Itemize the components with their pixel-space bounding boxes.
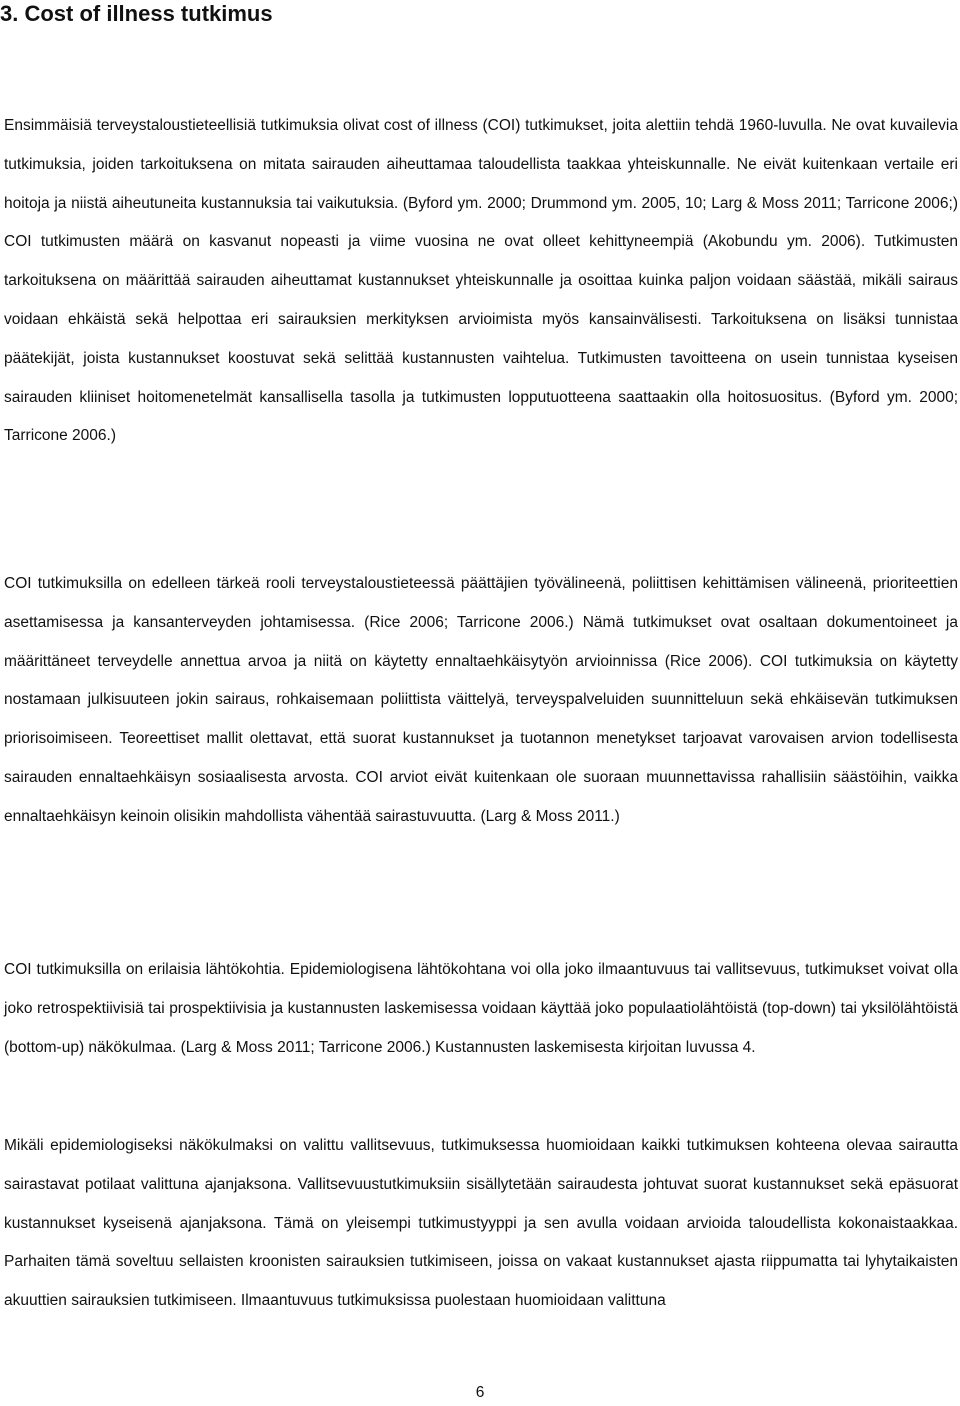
paragraph-coi-approaches: COI tutkimuksilla on erilaisia lähtökohtia. Epidemiologisena lähtökohtana voi olla joko ilmaantuvuus tai vallitsevuus, tutkimukset voivat olla joko retrospektiivisiä tai prospektiivisia ja kustannusten laskemisessa voidaan käyttää joko populaatiolähtöistä (top-down) tai yksilölähtöistä (bottom-up) näkökulmaa. (Larg & Moss 2011; Tarricone 2006.) Kustannusten laskemisesta kirjoitan luvussa 4.: [4, 961, 958, 1056]
paragraph-coi-introduction: Ensimmäisiä terveystaloustieteellisiä tutkimuksia olivat cost of illness (COI) tutkimukset, joita alettiin tehdä 1960-luvulla. Ne ovat kuvailevia tutkimuksia, joiden tarkoituksena on mitata sairauden aiheuttamaa taloudellista taakkaa yhteiskunnalle. Ne eivät kuitenkaan vertaile eri hoitoja ja niistä aiheutuneita kustannuksia tai vaikutuksia. (Byford ym. 2000; Drummond ym. 2005, 10; Larg & Moss 2011; Tarricone 2006;) COI tutkimusten määrä on kasvanut nopeasti ja viime vuosina ne ovat olleet kehittyneempiä (Akobundu ym. 2006). Tutkimusten tarkoituksena on määrittää sairauden aiheuttamat kustannukset yhteiskunnalle ja osoittaa kuinka paljon voidaan säästää, mikäli sairaus voidaan ehkäistä sekä helpottaa eri sairauksien merkityksen arvioimista myös kansainvälisesti. Tarkoituksena on lisäksi tunnistaa päätekijät, joista kustannukset koostuvat sekä selittää kustannusten vaihtelua. Tutkimusten tavoitteena on usein tunnistaa kyseisen sairauden kliiniset hoitomenetelmät kansallisella tasolla ja tutkimusten lopputuotteena saattaakin olla hoitosuositus. (Byford ym. 2000; Tarricone 2006.): [4, 117, 958, 445]
section-heading: 3. Cost of illness tutkimus: [0, 1, 273, 26]
paragraph-coi-role: COI tutkimuksilla on edelleen tärkeä rooli terveystaloustieteessä päättäjien työvälineenä, poliittisen kehittämisen välineenä, prioriteettien asettamisessa ja kansanterveyden johtamisessa. (Rice 2006; Tarricone 2006.) Nämä tutkimukset ovat osaltaan dokumentoineet ja määrittäneet terveydelle annettua arvoa ja niitä on käytetty ennaltaehkäisytyön arvioinnissa (Rice 2006). COI tutkimuksia on käytetty nostamaan julkisuuteen jokin sairaus, rohkaisemaan poliittista väittelyä, terveyspalveluiden suunnitteluun sekä ehkäisevän tutkimuksen priorisoimiseen. Teoreettiset mallit olettavat, että suorat kustannukset ja tuotannon menetykset tarjoavat varovaisen arvion todellisesta sairauden ennaltaehkäisyn sosiaalisesta arvosta. COI arviot eivät kuitenkaan ole suoraan muunnettavissa rahallisiin säästöihin, vaikka ennaltaehkäisyn keinoin olisikin mahdollista vähentää sairastuvuutta. (Larg & Moss 2011.): [4, 575, 958, 825]
page-number: 6: [475, 1384, 485, 1401]
paragraph-prevalence-perspective: Mikäli epidemiologiseksi näkökulmaksi on valittu vallitsevuus, tutkimuksessa huomioidaan kaikki tutkimuksen kohteena olevaa sairautta sairastavat potilaat valittuna ajanjaksona. Vallitsevuustutkimuksiin sisällytetään sairaudesta johtuvat suorat kustannukset sekä epäsuorat kustannukset kyseisenä ajanjaksona. Tämä on yleisempi tutkimustyyppi ja sen avulla voidaan arvioida taloudellista kokonaistaakkaa. Parhaiten tämä soveltuu sellaisten kroonisten sairauksien tutkimiseen, joissa on vakaat kustannukset ajasta riippumatta tai lyhytaikaisten akuuttien sairauksien tutkimiseen. Ilmaantuvuus tutkimuksissa puolestaan huomioidaan valittuna: [4, 1137, 958, 1310]
